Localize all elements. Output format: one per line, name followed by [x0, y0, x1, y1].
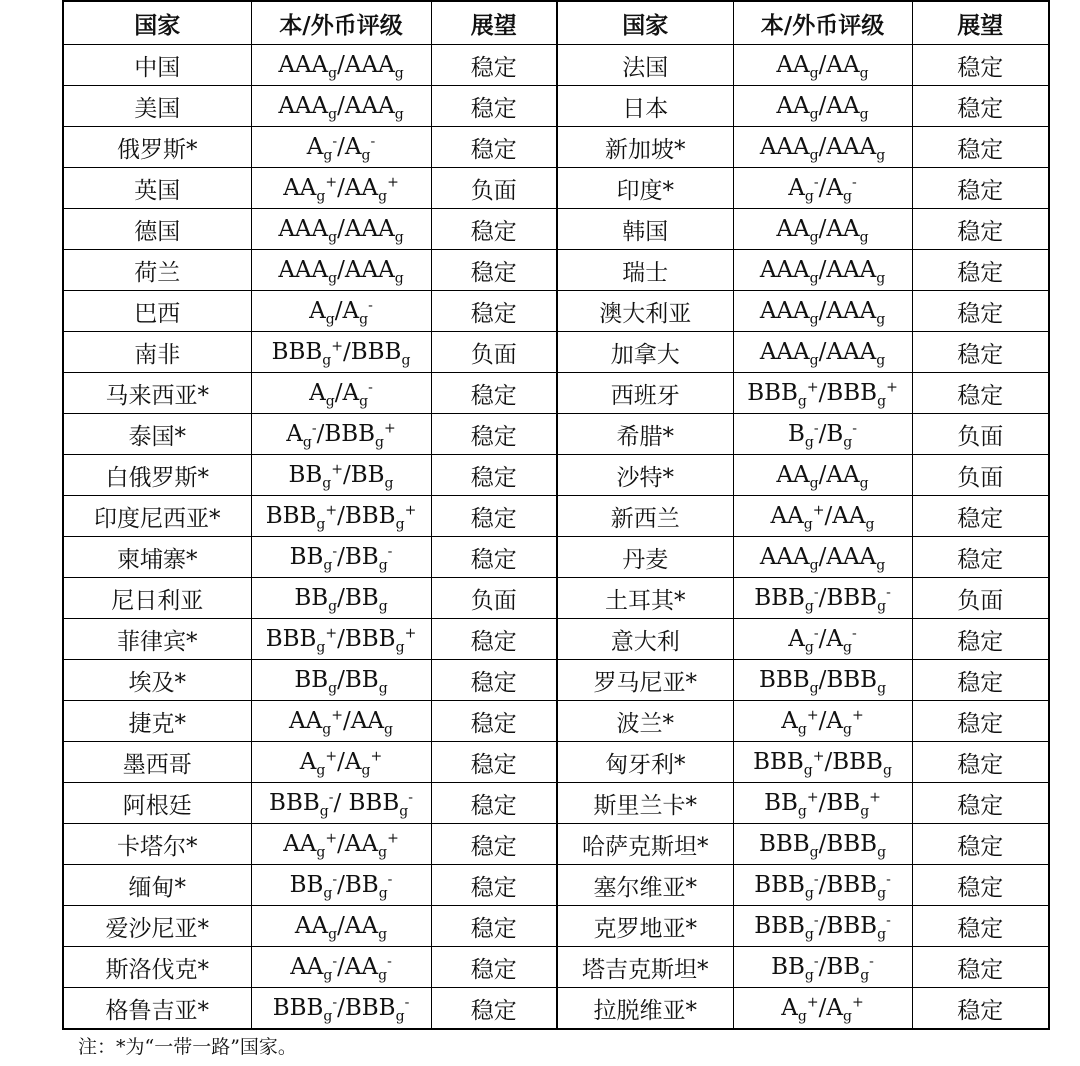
outlook-cell-left: 稳定 [431, 619, 557, 660]
rating-cell-right: $AAA_g/AAA_g$ [733, 291, 912, 332]
table-row [63, 537, 1049, 578]
footnote: 注：*为“一带一路”国家。 [78, 1036, 297, 1058]
table-row [63, 168, 1049, 209]
table-row [63, 414, 1049, 455]
header-outlook-right: 展望 [912, 1, 1049, 45]
outlook-cell-left: 负面 [431, 578, 557, 619]
outlook-cell-right: 稳定 [912, 701, 1049, 742]
table-row [63, 578, 1049, 619]
outlook-cell-left: 稳定 [431, 701, 557, 742]
outlook-cell-left: 负面 [431, 332, 557, 373]
rating-cell-left: $AAA_g/AAA_g$ [251, 250, 431, 291]
outlook-cell-left: 稳定 [431, 906, 557, 947]
rating-cell-left: $A_g^-/A_g^-$ [251, 127, 431, 168]
outlook-cell-left: 稳定 [431, 291, 557, 332]
country-cell-right: 新西兰 [557, 496, 733, 537]
country-cell-left: 缅甸* [63, 865, 251, 906]
country-cell-right: 加拿大 [557, 332, 733, 373]
rating-cell-left: $BB_g/BB_g$ [251, 578, 431, 619]
table-row [63, 660, 1049, 701]
outlook-cell-right: 稳定 [912, 906, 1049, 947]
country-cell-right: 沙特* [557, 455, 733, 496]
country-cell-left: 卡塔尔* [63, 824, 251, 865]
rating-cell-left: $AA_g^-/AA_g^-$ [251, 947, 431, 988]
table-row [63, 496, 1049, 537]
outlook-cell-left: 稳定 [431, 783, 557, 824]
header-country-left: 国家 [63, 1, 251, 45]
rating-cell-left: $BBB_g^+/BBB_g$ [251, 332, 431, 373]
outlook-cell-right: 负面 [912, 414, 1049, 455]
table-row [63, 250, 1049, 291]
rating-cell-left: $BB_g^+/BB_g$ [251, 455, 431, 496]
outlook-cell-right: 稳定 [912, 783, 1049, 824]
rating-cell-right: $BBB_g^+/BBB_g$ [733, 742, 912, 783]
outlook-cell-right: 稳定 [912, 332, 1049, 373]
outlook-cell-left: 稳定 [431, 865, 557, 906]
outlook-cell-left: 稳定 [431, 824, 557, 865]
rating-cell-left: $AA_g/AA_g$ [251, 906, 431, 947]
table-row [63, 947, 1049, 988]
outlook-cell-right: 负面 [912, 455, 1049, 496]
outlook-cell-right: 稳定 [912, 537, 1049, 578]
table-row [63, 86, 1049, 127]
rating-cell-right: $BB_g^-/BB_g^-$ [733, 947, 912, 988]
outlook-cell-left: 稳定 [431, 742, 557, 783]
country-cell-right: 罗马尼亚* [557, 660, 733, 701]
country-cell-left: 埃及* [63, 660, 251, 701]
outlook-cell-left: 稳定 [431, 537, 557, 578]
country-cell-left: 德国 [63, 209, 251, 250]
rating-cell-left: $A_g^+/A_g^+$ [251, 742, 431, 783]
rating-cell-right: $BBB_g^-/BBB_g^-$ [733, 578, 912, 619]
country-cell-left: 柬埔寨* [63, 537, 251, 578]
outlook-cell-right: 稳定 [912, 45, 1049, 86]
outlook-cell-right: 稳定 [912, 291, 1049, 332]
outlook-cell-left: 稳定 [431, 496, 557, 537]
rating-cell-left: $BB_g/BB_g$ [251, 660, 431, 701]
country-cell-right: 塔吉克斯坦* [557, 947, 733, 988]
country-cell-right: 瑞士 [557, 250, 733, 291]
rating-cell-left: $BBB_g^+/BBB_g^+$ [251, 496, 431, 537]
country-cell-left: 阿根廷 [63, 783, 251, 824]
table-row [63, 783, 1049, 824]
header-rating-left: 本/外币评级 [251, 1, 431, 45]
outlook-cell-right: 稳定 [912, 209, 1049, 250]
header-rating-right: 本/外币评级 [733, 1, 912, 45]
sovereign-rating-table [62, 0, 1050, 1030]
rating-cell-right: $AAA_g/AAA_g$ [733, 250, 912, 291]
country-cell-left: 俄罗斯* [63, 127, 251, 168]
outlook-cell-right: 稳定 [912, 824, 1049, 865]
outlook-cell-left: 稳定 [431, 127, 557, 168]
rating-cell-right: $BBB_g/BBB_g$ [733, 824, 912, 865]
outlook-cell-right: 稳定 [912, 947, 1049, 988]
outlook-cell-right: 稳定 [912, 865, 1049, 906]
rating-cell-right: $AA_g/AA_g$ [733, 86, 912, 127]
outlook-cell-left: 稳定 [431, 45, 557, 86]
country-cell-right: 拉脱维亚* [557, 988, 733, 1030]
outlook-cell-right: 负面 [912, 578, 1049, 619]
country-cell-right: 土耳其* [557, 578, 733, 619]
rating-cell-left: $BB_g^-/BB_g^-$ [251, 865, 431, 906]
rating-cell-right: $AAA_g/AAA_g$ [733, 127, 912, 168]
country-cell-right: 印度* [557, 168, 733, 209]
outlook-cell-right: 稳定 [912, 86, 1049, 127]
outlook-cell-left: 稳定 [431, 373, 557, 414]
country-cell-right: 斯里兰卡* [557, 783, 733, 824]
country-cell-left: 捷克* [63, 701, 251, 742]
country-cell-left: 泰国* [63, 414, 251, 455]
rating-cell-right: $A_g^-/A_g^-$ [733, 168, 912, 209]
country-cell-left: 巴西 [63, 291, 251, 332]
country-cell-left: 中国 [63, 45, 251, 86]
rating-cell-left: $AAA_g/AAA_g$ [251, 86, 431, 127]
table-header-row [63, 1, 1049, 45]
rating-cell-right: $AAA_g/AAA_g$ [733, 332, 912, 373]
country-cell-right: 韩国 [557, 209, 733, 250]
table-row [63, 455, 1049, 496]
country-cell-right: 波兰* [557, 701, 733, 742]
outlook-cell-right: 稳定 [912, 250, 1049, 291]
country-cell-right: 法国 [557, 45, 733, 86]
outlook-cell-left: 稳定 [431, 660, 557, 701]
rating-cell-right: $BBB_g^-/BBB_g^-$ [733, 906, 912, 947]
rating-cell-right: $B_g^-/B_g^-$ [733, 414, 912, 455]
rating-cell-right: $A_g^+/A_g^+$ [733, 988, 912, 1030]
table-row [63, 291, 1049, 332]
country-cell-right: 澳大利亚 [557, 291, 733, 332]
country-cell-left: 南非 [63, 332, 251, 373]
country-cell-left: 马来西亚* [63, 373, 251, 414]
rating-cell-left: $BBB_g^-/$ $BBB_g^-$ [251, 783, 431, 824]
country-cell-right: 新加坡* [557, 127, 733, 168]
rating-cell-left: $AA_g^+/AA_g^+$ [251, 168, 431, 209]
country-cell-left: 格鲁吉亚* [63, 988, 251, 1030]
outlook-cell-right: 稳定 [912, 168, 1049, 209]
rating-cell-left: $AA_g^+/AA_g$ [251, 701, 431, 742]
rating-cell-left: $AA_g^+/AA_g^+$ [251, 824, 431, 865]
outlook-cell-left: 稳定 [431, 209, 557, 250]
country-cell-right: 意大利 [557, 619, 733, 660]
outlook-cell-left: 稳定 [431, 250, 557, 291]
country-cell-left: 美国 [63, 86, 251, 127]
country-cell-right: 丹麦 [557, 537, 733, 578]
outlook-cell-left: 稳定 [431, 455, 557, 496]
outlook-cell-right: 稳定 [912, 127, 1049, 168]
rating-cell-right: $AAA_g/AAA_g$ [733, 537, 912, 578]
country-cell-left: 菲律宾* [63, 619, 251, 660]
country-cell-right: 克罗地亚* [557, 906, 733, 947]
header-outlook-left: 展望 [431, 1, 557, 45]
table-row [63, 988, 1049, 1030]
table-row [63, 701, 1049, 742]
outlook-cell-left: 稳定 [431, 86, 557, 127]
table-row [63, 373, 1049, 414]
country-cell-left: 爱沙尼亚* [63, 906, 251, 947]
country-cell-left: 白俄罗斯* [63, 455, 251, 496]
outlook-cell-left: 稳定 [431, 947, 557, 988]
country-cell-right: 哈萨克斯坦* [557, 824, 733, 865]
country-cell-left: 斯洛伐克* [63, 947, 251, 988]
country-cell-right: 希腊* [557, 414, 733, 455]
country-cell-right: 西班牙 [557, 373, 733, 414]
header-country-right: 国家 [557, 1, 733, 45]
outlook-cell-left: 负面 [431, 168, 557, 209]
table-row [63, 824, 1049, 865]
table-row [63, 45, 1049, 86]
table-row [63, 332, 1049, 373]
table-row [63, 619, 1049, 660]
country-cell-left: 尼日利亚 [63, 578, 251, 619]
rating-cell-right: $A_g^+/A_g^+$ [733, 701, 912, 742]
outlook-cell-right: 稳定 [912, 373, 1049, 414]
outlook-cell-right: 稳定 [912, 619, 1049, 660]
country-cell-left: 英国 [63, 168, 251, 209]
table-body [63, 45, 1049, 1030]
table-row [63, 209, 1049, 250]
rating-cell-right: $BBB_g^-/BBB_g^-$ [733, 865, 912, 906]
rating-cell-right: $AA_g/AA_g$ [733, 209, 912, 250]
country-cell-right: 日本 [557, 86, 733, 127]
rating-cell-right: $A_g^-/A_g^-$ [733, 619, 912, 660]
outlook-cell-right: 稳定 [912, 988, 1049, 1030]
rating-cell-left: $A_g/A_g^-$ [251, 373, 431, 414]
rating-cell-left: $AAA_g/AAA_g$ [251, 209, 431, 250]
outlook-cell-right: 稳定 [912, 660, 1049, 701]
country-cell-right: 匈牙利* [557, 742, 733, 783]
rating-cell-left: $BB_g^-/BB_g^-$ [251, 537, 431, 578]
rating-cell-right: $AA_g/AA_g$ [733, 45, 912, 86]
table-row [63, 865, 1049, 906]
outlook-cell-right: 稳定 [912, 742, 1049, 783]
country-cell-left: 墨西哥 [63, 742, 251, 783]
rating-cell-left: $BBB_g^-/BBB_g^-$ [251, 988, 431, 1030]
rating-cell-left: $A_g^-/BBB_g^+$ [251, 414, 431, 455]
rating-cell-right: $AA_g/AA_g$ [733, 455, 912, 496]
rating-cell-left: $AAA_g/AAA_g$ [251, 45, 431, 86]
rating-cell-left: $BBB_g^+/BBB_g^+$ [251, 619, 431, 660]
country-cell-right: 塞尔维亚* [557, 865, 733, 906]
rating-cell-left: $A_g/A_g^-$ [251, 291, 431, 332]
country-cell-left: 印度尼西亚* [63, 496, 251, 537]
table-row [63, 127, 1049, 168]
table-row [63, 742, 1049, 783]
rating-cell-right: $BBB_g^+/BBB_g^+$ [733, 373, 912, 414]
outlook-cell-right: 稳定 [912, 496, 1049, 537]
outlook-cell-left: 稳定 [431, 414, 557, 455]
rating-cell-right: $BBB_g/BBB_g$ [733, 660, 912, 701]
rating-cell-right: $BB_g^+/BB_g^+$ [733, 783, 912, 824]
rating-cell-right: $AA_g^+/AA_g$ [733, 496, 912, 537]
table-row [63, 906, 1049, 947]
country-cell-left: 荷兰 [63, 250, 251, 291]
outlook-cell-left: 稳定 [431, 988, 557, 1030]
